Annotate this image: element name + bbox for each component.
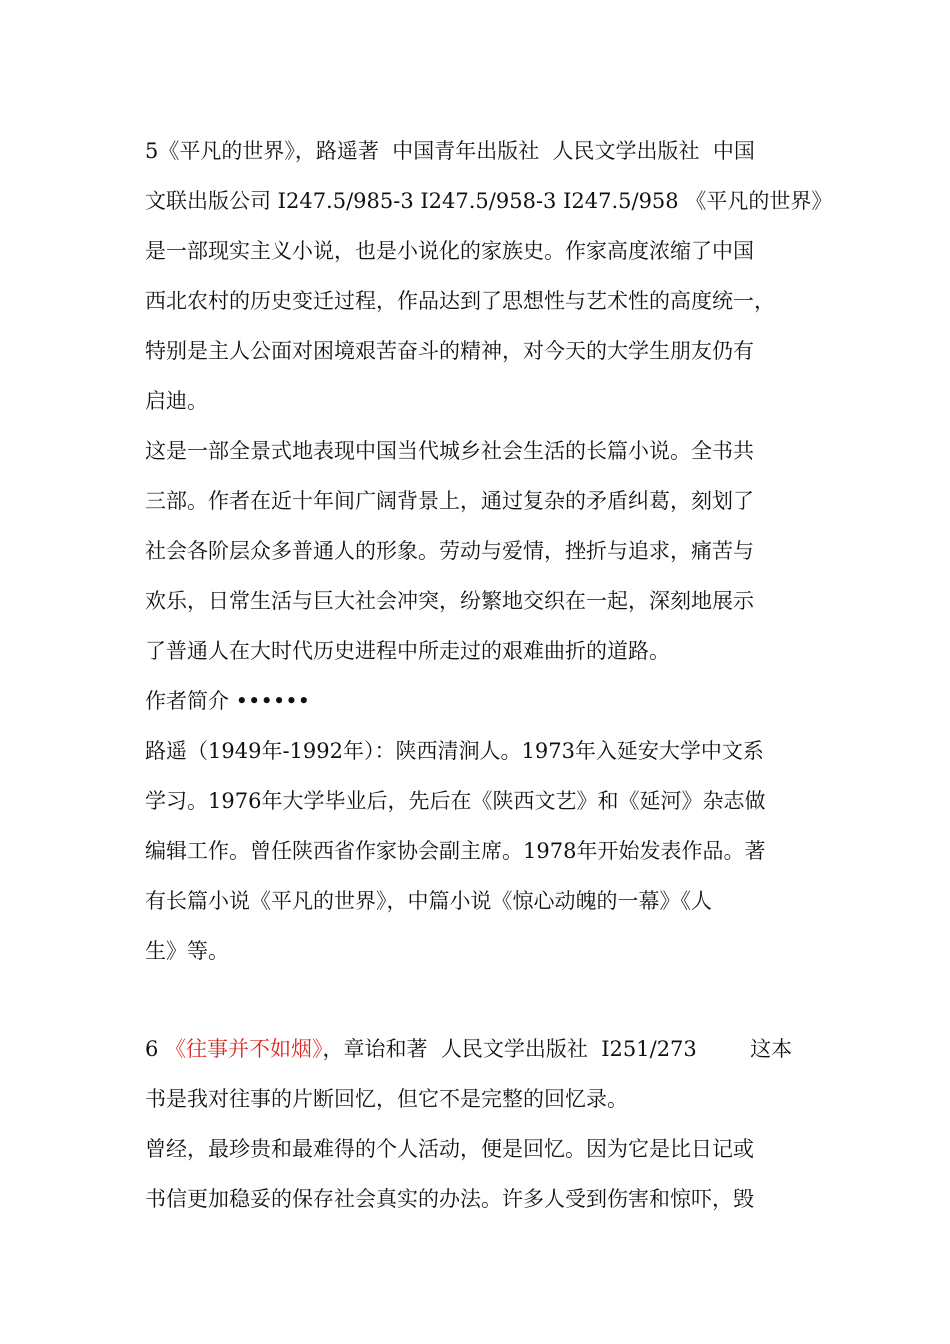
entry6-number: 6 xyxy=(145,1037,166,1061)
entry5-line-13: 路遥（1949年-1992年）：陕西清涧人。1973年入延安大学中文系 xyxy=(145,739,764,763)
author-intro-heading: 作者简介 •••••• xyxy=(145,689,310,713)
entry5-line-8: 三部。作者在近十年间广阔背景上，通过复杂的矛盾纠葛，刻划了 xyxy=(145,489,754,513)
entry5-line-15: 编辑工作。曾任陕西省作家协会副主席。1978年开始发表作品。著 xyxy=(145,839,766,863)
entry5-line-2: 文联出版公司 I247.5/985-3 I247.5/958-3 I247.5/958 《平凡的世界》 xyxy=(145,189,833,213)
entry5-line-9: 社会各阶层众多普通人的形象。劳动与爱情，挫折与追求，痛苦与 xyxy=(145,539,754,563)
entry5-line-14: 学习。1976年大学毕业后，先后在《陕西文艺》和《延河》杂志做 xyxy=(145,789,766,813)
entry5-line-17: 生》等。 xyxy=(145,939,229,963)
entry5-line-4: 西北农村的历史变迁过程，作品达到了思想性与艺术性的高度统一， xyxy=(145,289,775,313)
entry5-line-11: 了普通人在大时代历史进程中所走过的艰难曲折的道路。 xyxy=(145,639,670,663)
entry5-line-3: 是一部现实主义小说，也是小说化的家族史。作家高度浓缩了中国 xyxy=(145,239,754,263)
entry5-line-6: 启迪。 xyxy=(145,389,208,413)
entry6-book-title: 《往事并不如烟》 xyxy=(165,1037,323,1061)
entry6-line-2: 书是我对往事的片断回忆，但它不是完整的回忆录。 xyxy=(145,1087,628,1111)
entry6-heading-line xyxy=(145,1034,825,1064)
entry5-line-7: 这是一部全景式地表现中国当代城乡社会生活的长篇小说。全书共 xyxy=(145,439,754,463)
entry6-heading-rest: ，章诒和著 人民文学出版社 I251/273 这本 xyxy=(322,1037,793,1061)
entry5-line-5: 特别是主人公面对困境艰苦奋斗的精神，对今天的大学生朋友仍有 xyxy=(145,339,754,363)
entry5-line-16: 有长篇小说《平凡的世界》，中篇小说《惊心动魄的一幕》《人 xyxy=(145,889,712,913)
entry6-line-4: 书信更加稳妥的保存社会真实的办法。许多人受到伤害和惊吓，毁 xyxy=(145,1187,754,1211)
entry6-line-3: 曾经，最珍贵和最难得的个人活动，便是回忆。因为它是比日记或 xyxy=(145,1137,754,1161)
entry5-line-10: 欢乐，日常生活与巨大社会冲突，纷繁地交织在一起，深刻地展示 xyxy=(145,589,754,613)
entry5-line-1: 5《平凡的世界》，路遥著 中国青年出版社 人民文学出版社 中国 xyxy=(145,139,755,163)
